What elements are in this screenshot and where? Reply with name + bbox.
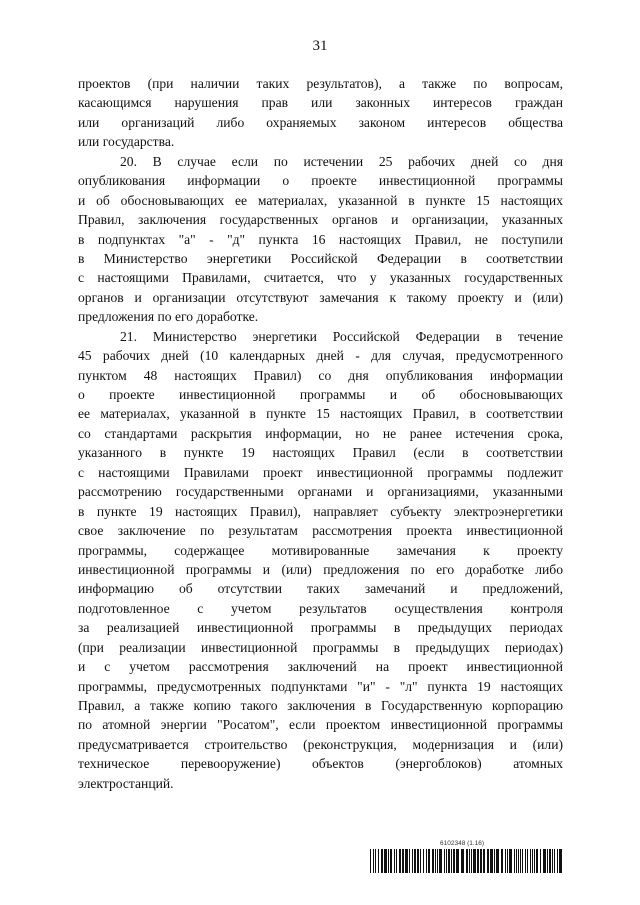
barcode-stripe xyxy=(373,849,374,873)
barcode-stripe xyxy=(525,849,526,873)
text-line: ее материалах, указанной в пункте 15 настоящих Правил, в соответствии xyxy=(78,406,563,422)
barcode-stripe xyxy=(456,849,459,873)
text-line: пунктом 48 настоящих Правил) со дня опубликования информации xyxy=(78,367,563,383)
text-line: со стандартами раскрытия информации, но не ранее истечения срока, xyxy=(78,425,563,441)
barcode-stripe xyxy=(394,849,395,873)
barcode-stripe xyxy=(384,849,387,873)
barcode-stripe xyxy=(501,849,503,873)
barcode-stripe xyxy=(534,849,535,873)
text-line: Правил, а также копию такого заключения в Государственную корпорацию xyxy=(78,698,563,713)
barcode-stripe xyxy=(527,849,528,873)
barcode-stripe xyxy=(487,849,489,873)
barcode-stripe xyxy=(390,849,392,873)
barcode-stripe xyxy=(518,849,519,873)
barcode-stripe xyxy=(420,849,421,873)
text-line: с настоящими Правилами проект инвестиционной программы подлежит xyxy=(78,464,563,480)
text-line: 21. Министерство энергетики Российской Федерации в течение xyxy=(120,328,563,344)
barcode-stripe xyxy=(453,849,455,873)
barcode-stripe xyxy=(417,849,419,873)
barcode-stripe xyxy=(388,849,389,873)
barcode-stripe xyxy=(469,849,470,873)
text-line: Правил, заключения государственных органов и организации, указанных xyxy=(78,212,563,228)
text-line: и с учетом рассмотрения заключений на проект инвестиционной xyxy=(78,659,563,675)
barcode-stripe xyxy=(505,849,506,873)
barcode-label: 6102348 (1.16) xyxy=(440,840,485,847)
barcode-stripe xyxy=(549,849,551,873)
barcode-stripe xyxy=(378,849,379,873)
barcode-stripe xyxy=(444,849,445,873)
text-line: программы, предусмотренных подпунктами "и" - "л" пункта 19 настоящих xyxy=(78,678,563,694)
text-line: с настоящими Правилами, считается, что у указанных государственных xyxy=(78,270,563,286)
barcode-stripe xyxy=(381,849,383,873)
text-line: предусматривается строительство (реконструкция, модернизация и (или) xyxy=(78,736,563,752)
text-line: опубликования информации о проекте инвестиционной программы xyxy=(78,173,563,189)
document-body xyxy=(78,74,563,793)
barcode-stripe xyxy=(554,849,555,873)
barcode-stripe xyxy=(409,849,410,873)
barcode-stripe xyxy=(414,849,416,873)
text-line: указанного в пункте 19 настоящих Правил (если в соответствии xyxy=(78,445,563,461)
barcode-stripe xyxy=(375,849,376,873)
barcode-stripe xyxy=(439,849,442,873)
barcode-stripe xyxy=(428,849,430,873)
barcode-stripe xyxy=(494,849,495,873)
barcode-stripe xyxy=(473,849,476,873)
barcode-stripe xyxy=(426,849,427,873)
text-line: программы, содержащее мотивированные замечания к проекту xyxy=(78,542,563,558)
barcode-stripe xyxy=(536,849,538,873)
barcode-stripe xyxy=(483,849,485,873)
barcode-stripe xyxy=(412,849,413,873)
barcode-stripe xyxy=(466,849,468,873)
text-line: рассмотрению государственными органами и организациями, указанными xyxy=(78,484,563,500)
barcode-stripe xyxy=(507,849,508,873)
barcode-stripe xyxy=(423,849,424,873)
text-line: техническое перевооружение) объектов (энергоблоков) атомных xyxy=(78,756,563,772)
barcode-stripe xyxy=(446,849,447,873)
text-line: о проекте инвестиционной программы и об обосновывающих xyxy=(78,387,563,402)
barcode-stripe xyxy=(480,849,482,873)
barcode-stripe xyxy=(451,849,452,873)
page-number: 31 xyxy=(312,38,328,54)
barcode-stripe xyxy=(559,849,562,873)
barcode-stripe xyxy=(370,849,371,873)
barcode-stripe xyxy=(514,849,515,873)
text-line: предложения по его доработке. xyxy=(78,309,259,325)
barcode-stripe xyxy=(543,849,546,873)
barcode-stripe xyxy=(530,849,531,873)
text-line: свое заключение по результатам рассмотрения проекта инвестиционной xyxy=(78,523,563,539)
barcode-stripe xyxy=(399,849,401,873)
text-line: по атомной энергии "Росатом", если проектом инвестиционной программы xyxy=(78,717,563,733)
text-line: электростанций. xyxy=(78,775,174,791)
barcode-stripe xyxy=(402,849,404,873)
text-line: в пункте 19 настоящих Правил), направляет субъекту электроэнергетики xyxy=(78,503,563,519)
text-line: в подпунктах "а" - "д" пункта 16 настоящих Правил, не поступили xyxy=(78,231,563,247)
text-line: инвестиционной программы и (или) предложения по его доработке либо xyxy=(78,561,563,577)
barcode-stripe xyxy=(461,849,464,873)
barcode-stripe xyxy=(540,849,541,873)
barcode-stripe xyxy=(448,849,450,873)
barcode-stripe xyxy=(490,849,493,873)
barcode-stripe xyxy=(520,849,521,873)
barcode-stripe xyxy=(547,849,548,873)
barcode-stripe xyxy=(532,849,533,873)
text-line: или государства. xyxy=(78,134,175,150)
text-line: касающимся нарушения прав или законных интересов граждан xyxy=(78,95,563,111)
text-line: органов и организации отсутствуют замечания к такому проекту и (или) xyxy=(78,289,563,305)
barcode-stripe xyxy=(509,849,512,873)
barcode-stripe xyxy=(432,849,434,873)
text-line: информацию об отсутствии таких замечаний и предложений, xyxy=(78,581,563,597)
barcode-stripe xyxy=(477,849,479,873)
barcode-stripe xyxy=(405,849,408,873)
text-line: (при реализации инвестиционной программы в предыдущих периодах) xyxy=(78,639,563,655)
barcode-stripe xyxy=(437,849,438,873)
text-line: подготовленное с учетом результатов осуществления контроля xyxy=(78,600,563,616)
barcode-stripe xyxy=(496,849,499,873)
barcode-stripe xyxy=(557,849,558,873)
barcode-image xyxy=(370,849,562,873)
barcode-stripe xyxy=(471,849,472,873)
text-line: 20. В случае если по истечении 25 рабочих дней со дня xyxy=(120,153,563,169)
barcode-stripe xyxy=(522,849,523,873)
text-line: и об обосновывающих ее материалах, указанной в пункте 15 настоящих xyxy=(78,192,563,208)
text-line: проектов (при наличии таких результатов), а также по вопросам, xyxy=(78,76,563,91)
text-line: или организаций либо охраняемых законом интересов общества xyxy=(78,114,563,130)
text-line: в Министерство энергетики Российской Федерации в соответствии xyxy=(78,250,563,266)
text-line: 45 рабочих дней (10 календарных дней - для случая, предусмотренного xyxy=(78,348,563,364)
barcode-stripe xyxy=(516,849,517,873)
barcode-stripe xyxy=(435,849,436,873)
barcode-stripe xyxy=(396,849,397,873)
text-line: за реализацией инвестиционной программы в предыдущих периодах xyxy=(78,620,563,636)
barcode-stripe xyxy=(552,849,553,873)
